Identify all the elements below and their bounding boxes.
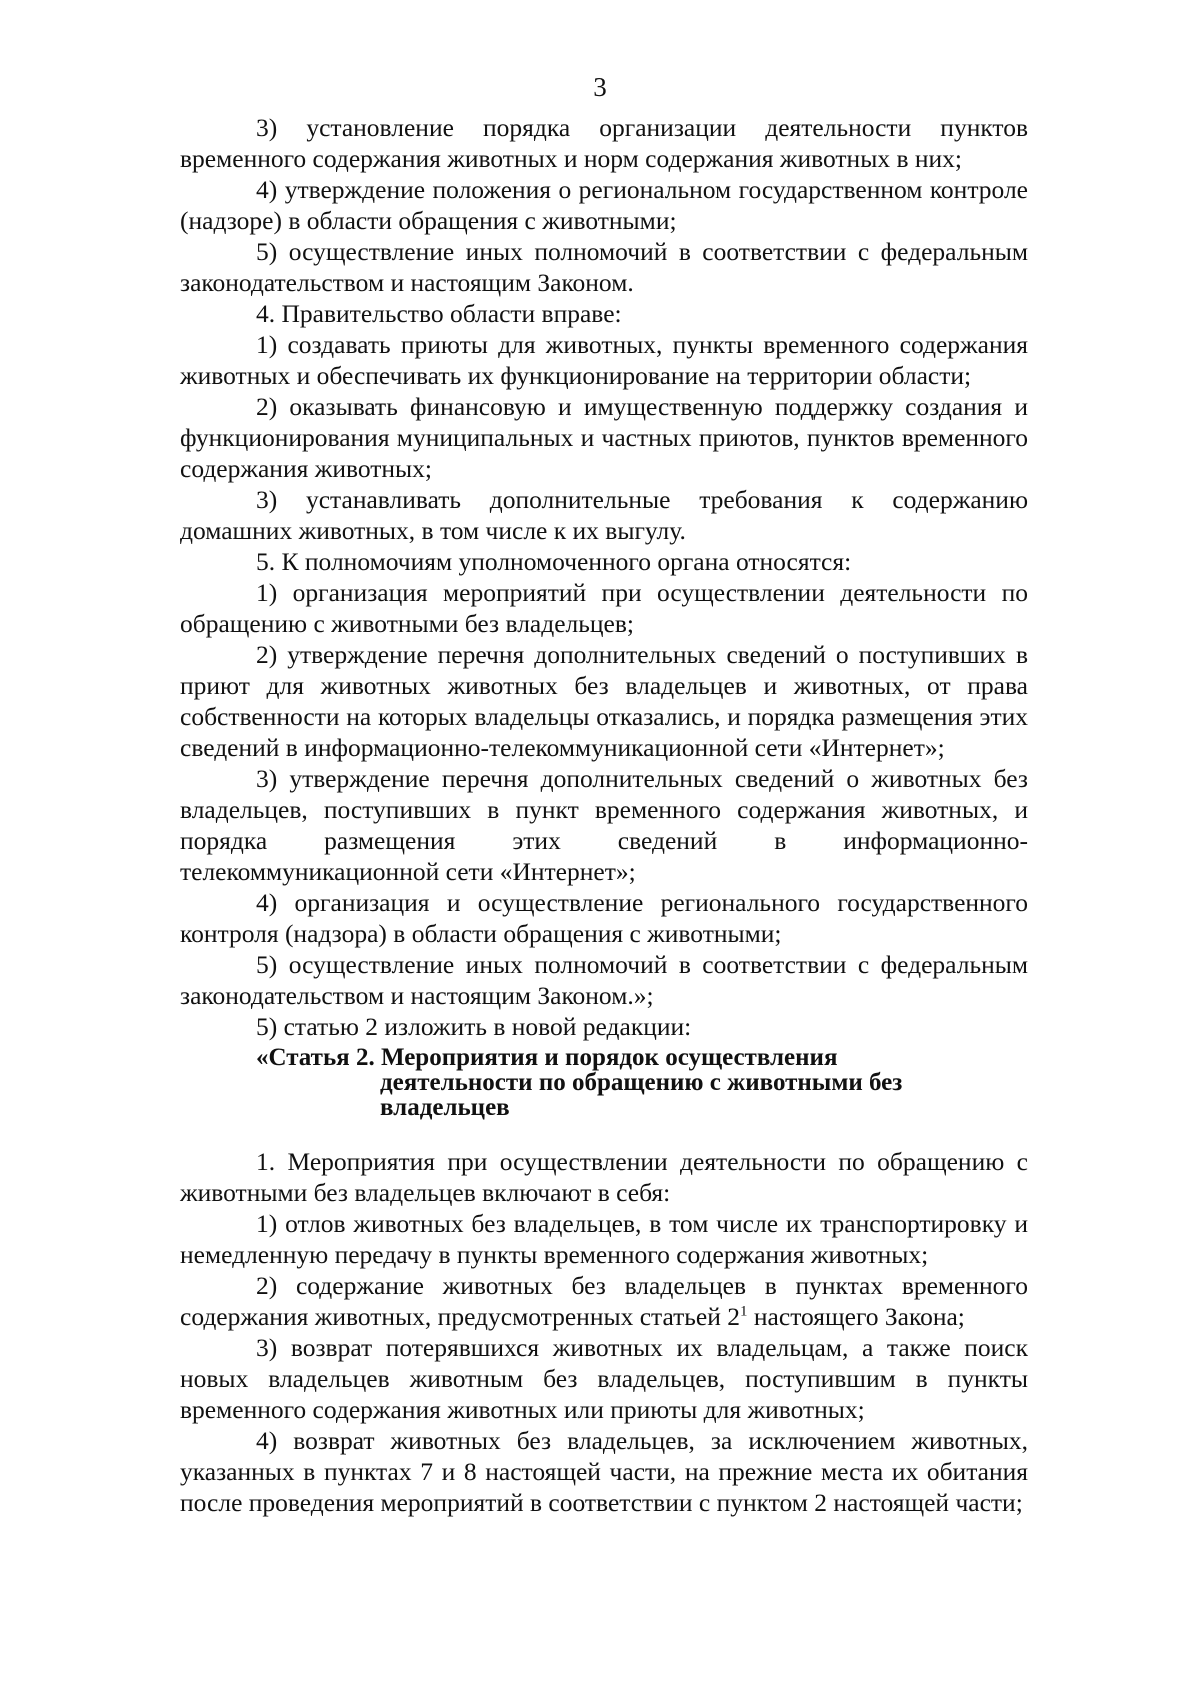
article-heading-line: деятельности по обращению с животными без (380, 1069, 903, 1096)
paragraph: 5) осуществление иных полномочий в соответствии с федеральным законодательством и настоящим Законом.»; (180, 950, 1028, 1010)
paragraph-text: 2) содержание животных без владельцев в пунктах временного содержания животных, предусмотренных статьей 2 (180, 1271, 1028, 1331)
paragraph: 1. Мероприятия при осуществлении деятельности по обращению с животными без владельцев включают в себя: (180, 1147, 1028, 1207)
superscript: 1 (740, 1303, 748, 1320)
paragraph (180, 1270, 1028, 1332)
paragraph: 3) утверждение перечня дополнительных сведений о животных без владельцев, поступивших в пункт временного содержания животных, и порядка размещения этих сведений в информационно-телекоммуникационной сети «Интернет»; (180, 764, 1028, 886)
article-heading-line: «Статья 2. Мероприятия и порядок осуществления (256, 1044, 838, 1071)
paragraph: 4. Правительство области вправе: (256, 299, 622, 328)
article-heading-line: владельцев (380, 1094, 510, 1121)
paragraph: 1) отлов животных без владельцев, в том числе их транспортировку и немедленную передачу в пункты временного содержания животных; (180, 1209, 1028, 1269)
paragraph: 4) утверждение положения о региональном государственном контроле (надзоре) в области обращения с животными; (180, 175, 1028, 235)
paragraph: 4) организация и осуществление регионального государственного контроля (надзора) в области обращения с животными; (180, 888, 1028, 948)
paragraph: 3) возврат потерявшихся животных их владельцам, а также поиск новых владельцев животным без владельцев, поступившим в пункты временного содержания животных или приюты для животных; (180, 1333, 1028, 1424)
paragraph: 3) установление порядка организации деятельности пунктов временного содержания животных и норм содержания животных в них; (180, 113, 1028, 173)
paragraph-text: настоящего Закона; (747, 1302, 965, 1331)
paragraph: 1) организация мероприятий при осуществлении деятельности по обращению с животными без владельцев; (180, 578, 1028, 638)
paragraph: 4) возврат животных без владельцев, за исключением животных, указанных в пунктах 7 и 8 настоящей части, на прежние места их обитания после проведения мероприятий в соответствии с пунктом 2 настоящей части; (180, 1426, 1028, 1517)
article-heading (256, 1045, 1028, 1120)
paragraph: 2) утверждение перечня дополнительных сведений о поступивших в приют для животных животных без владельцев и животных, от права собственности на которых владельцы отказались, и порядка размещения этих сведений в информационно-телекоммуникационной сети «Интернет»; (180, 640, 1028, 762)
paragraph: 5) осуществление иных полномочий в соответствии с федеральным законодательством и настоящим Законом. (180, 237, 1028, 297)
paragraph: 2) оказывать финансовую и имущественную поддержку создания и функционирования муниципальных и частных приютов, пунктов временного содержания животных; (180, 392, 1028, 483)
document-body (180, 112, 1028, 1518)
paragraph: 5) статью 2 изложить в новой редакции: (256, 1012, 692, 1041)
page-number: 3 (593, 72, 607, 102)
paragraph: 3) устанавливать дополнительные требования к содержанию домашних животных, в том числе к их выгулу. (180, 485, 1028, 545)
paragraph: 1) создавать приюты для животных, пункты временного содержания животных и обеспечивать их функционирование на территории области; (180, 330, 1028, 390)
paragraph: 5. К полномочиям уполномоченного органа относятся: (256, 547, 852, 576)
